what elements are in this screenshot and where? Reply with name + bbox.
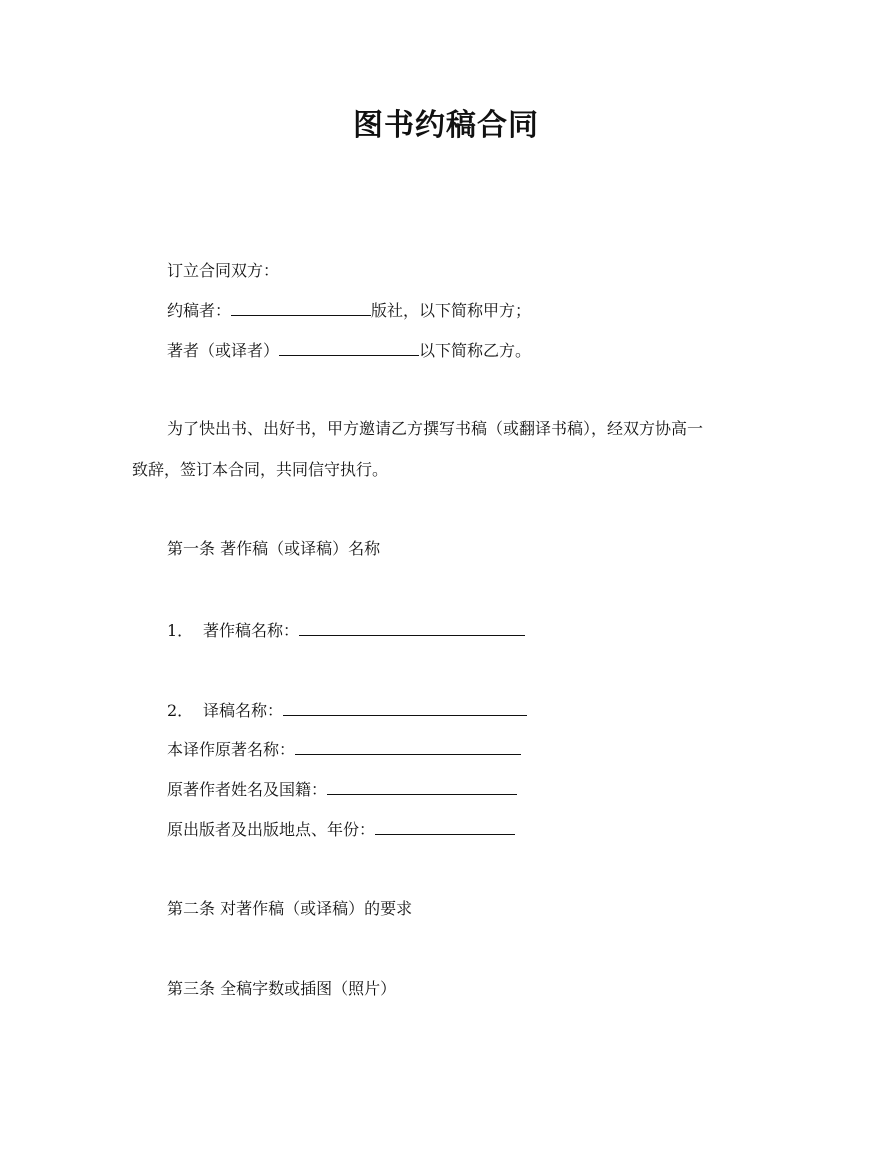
original-author-line bbox=[167, 778, 517, 801]
original-author-label: 原著作者姓名及国籍： bbox=[167, 780, 328, 799]
item-2-label: 译稿名称： bbox=[203, 701, 284, 720]
original-author-blank bbox=[327, 778, 517, 795]
document-title: 图书约稿合同 bbox=[353, 108, 539, 143]
party-b-prefix: 著者（或译者） bbox=[167, 341, 280, 360]
article-2-heading: 第二条 对著作稿（或译稿）的要求 bbox=[167, 899, 413, 918]
party-a-line bbox=[167, 299, 531, 322]
item-2-number: 2． bbox=[167, 701, 194, 720]
original-publisher-label: 原出版者及出版地点、年份： bbox=[167, 820, 376, 839]
party-a-prefix: 约稿者： bbox=[167, 301, 232, 320]
item-1-line bbox=[167, 619, 525, 642]
preamble-line-2: 致辞，签订本合同，共同信守执行。 bbox=[132, 460, 389, 479]
item-1-label: 著作稿名称： bbox=[203, 621, 300, 640]
article-3-heading: 第三条 全稿字数或插图（照片） bbox=[167, 979, 397, 998]
party-b-line bbox=[167, 339, 531, 362]
original-title-line bbox=[167, 738, 521, 761]
party-b-blank bbox=[279, 339, 419, 356]
parties-heading: 订立合同双方： bbox=[167, 261, 280, 280]
original-title-blank bbox=[295, 738, 521, 755]
party-a-blank bbox=[231, 299, 371, 316]
original-publisher-blank bbox=[375, 818, 515, 835]
original-publisher-line bbox=[167, 818, 515, 841]
preamble-line-1: 为了快出书、出好书，甲方邀请乙方撰写书稿（或翻译书稿），经双方协高一 bbox=[167, 419, 704, 438]
item-1-blank bbox=[299, 619, 525, 636]
party-b-suffix: 以下简称乙方。 bbox=[419, 341, 532, 360]
item-2-blank bbox=[283, 699, 527, 716]
article-1-heading: 第一条 著作稿（或译稿）名称 bbox=[167, 539, 381, 558]
party-a-suffix: 版社，以下简称甲方； bbox=[371, 301, 532, 320]
original-title-label: 本译作原著名称： bbox=[167, 740, 296, 759]
item-2-line bbox=[167, 699, 527, 722]
item-1-number: 1． bbox=[167, 621, 194, 640]
